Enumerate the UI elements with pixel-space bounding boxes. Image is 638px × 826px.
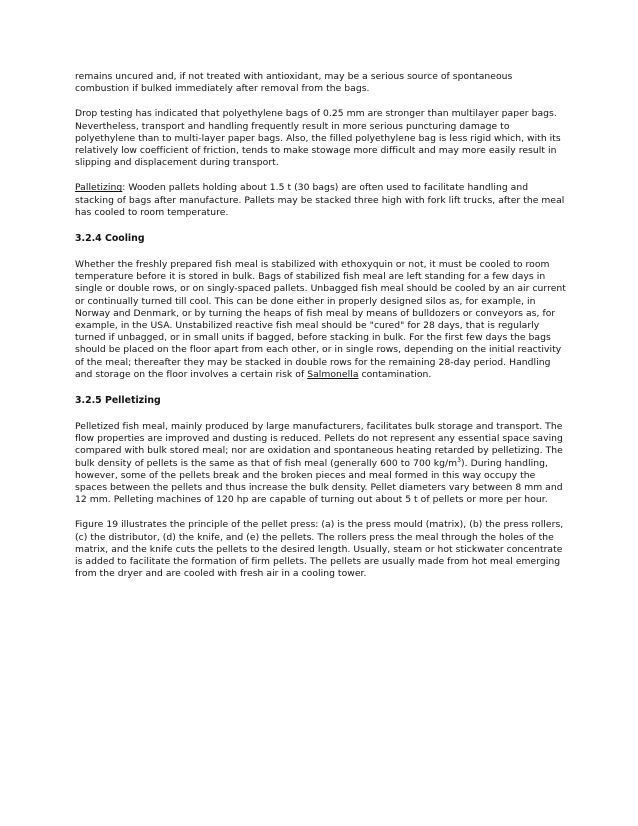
section-heading-cooling: 3.2.4 Cooling <box>75 233 145 245</box>
pelletizing-text-after: ). During handling, however, some of the pellets break and the broken pieces and meal formed in this way occupy the spaces between the pellets and thus increase the bulk density. Pellet diameters vary between 8 mm and 12 mm. Pelleting machines of 120 hp are capable of turning out about 5 t of pellets or more per hour. <box>75 457 563 506</box>
paragraph-pelletizing <box>75 421 566 506</box>
paragraph-figure-19: Figure 19 illustrates the principle of the pellet press: (a) is the press mould (matrix), (b) the press rollers, (c) the distributor, (d) the knife, and (e) the pellets. The rollers press the meal through the holes of the matrix, and the knife cuts the pellets to the desired length. Usually, steam or hot stickwater concentrate is added to facilitate the formation of firm pellets. The pellets are usually made from hot meal emerging from the dryer and are cooled with fresh air in a cooling tower. <box>75 519 564 580</box>
palletizing-text: : Wooden pallets holding about 1.5 t (30 bags) are often used to facilitate handling and stacking of bags after manufacture. Pallets may be stacked three high with fork lift trucks, after the meal has cooled to room temperature. <box>75 182 565 218</box>
term-palletizing: Palletizing <box>75 182 123 194</box>
paragraph-palletizing <box>75 182 566 219</box>
cooling-text-before: Whether the freshly prepared fish meal is stabilized with ethoxyquin or not, it must be cooled to room temperature before it is stored in bulk. Bags of stabilized fish meal are left standing for a few days in single or double rows, or on singly-spaced pallets. Unbagged fish meal should be cooled by an air current or continually turned till cool. This can be done either in properly designed silos as, for example, in Norway and Denmark, or by turning the heaps of fish meal by means of bulldozers or conveyors as, for example, in the USA. Unstabilized reactive fish meal should be "cured" for 28 days, that is regularly turned if unbagged, or in small units if bagged, before stacking in bulk. For the first few days the bags should be placed on the floor apart from each other, or in single rows, depending on the initial reactivity of the meal; thereafter they may be stacked in double rows for the remaining 28-day period. Handling and storage on the floor involves a certain risk of <box>75 259 566 380</box>
paragraph-drop-testing: Drop testing has indicated that polyethylene bags of 0.25 mm are stronger than multilayer paper bags. Nevertheless, transport and handling frequently result in more serious puncturing damage to polyethylene than to multi-layer paper bags. Also, the filled polyethylene bag is less rigid which, with its relatively low coefficient of friction, tends to make stowage more difficult and may more easily result in slipping and displacement during transport. <box>75 108 561 169</box>
section-heading-pelletizing: 3.2.5 Pelletizing <box>75 395 161 407</box>
paragraph-cooling <box>75 259 566 381</box>
cooling-text-after: contamination. <box>358 368 432 380</box>
pelletizing-text-before: Pelletized fish meal, mainly produced by large manufacturers, facilitates bulk storage and transport. The flow properties are improved and dusting is reduced. Pellets do not represent any essential space saving compared with bulk stored meal; nor are oxidation and spontaneous heating retarded by pelletizing. The bulk density of pellets is the same as that of fish meal (generally 600 to 700 kg/m <box>75 421 563 469</box>
superscript-cubed: 3 <box>457 456 461 464</box>
paragraph-uncured-combustion: remains uncured and, if not treated with antioxidant, may be a serious source of spontaneous combustion if bulked immediately after removal from the bags. <box>75 71 513 95</box>
term-salmonella: Salmonella <box>307 368 359 380</box>
